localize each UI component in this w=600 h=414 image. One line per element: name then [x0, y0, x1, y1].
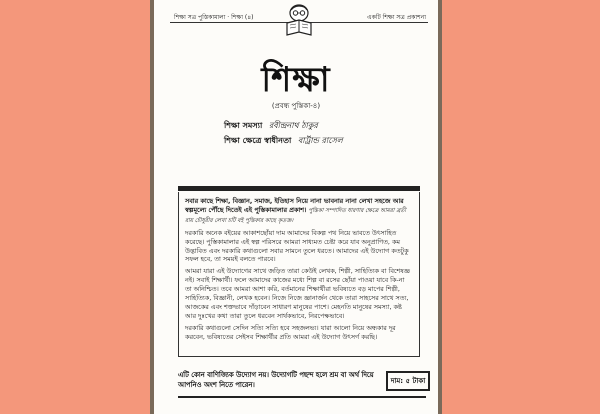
contents-author: রবীন্দ্রনাথ ঠাকুর [268, 121, 318, 130]
footer-note: এটি কোন বাণিজ্যিক উদ্যোগ নয়। উদ্যোগটি পছন্দ হলে শ্রম বা অর্থ দিয়ে আপনিও অংশ নিতে পারেন। [178, 371, 374, 389]
contents-list [224, 118, 343, 148]
contents-item [224, 133, 343, 148]
series-label: শিক্ষা সত্র পুস্তিকামালা · শিক্ষা (৪) [174, 14, 254, 21]
contents-item [224, 118, 343, 133]
contents-topic: শিক্ষা সমস্যা [224, 121, 263, 130]
about-paragraph: দরকারি কথাগুলো সেদিন সত্যি সত্যি হবে সহজলভ্য। যারা আলো নিয়ে অন্ধকার দূর করবেন, ভবিষ্যতের সেইসব শিক্ষার্থীর প্রতি আমরা এই উদ্যোগ উৎসর্গ করছি। [185, 323, 396, 341]
reading-figure-icon [284, 4, 314, 38]
about-paragraph: আমরা যারা এই উদ্যোগের সাথে জড়িত তারা কেউই লেখক, শিল্পী, সাহিত্যিক বা বিশেষজ্ঞ নই। সবাই শিক্ষার্থী। ফলে আমাদের কাজের মধ্যে শিল্প বা রসের ছোঁয়া পাওয়া যাবে কি-না তা অনিশ্চিত। তবে আমরা আশা করি, বর্তমানের শিক্ষার্থীরা ভবিষ্যতে বড় মাপের শিল্পী, সাহিত্যিক, বিজ্ঞানী, লেখক হবেন। নিজে নিজে জ্ঞানার্জন থেকে তারা সাহসের সাথে সত্য, আজকের এবং শক্তভাবে দাঁড়াবেন সাধারণ মানুষের পাশে। মেহনতি মানুষের সমস্যা, কষ্ট আর দুঃখের কথা তারা তুলে ধরবেন সার্থকভাবে, নিরপেক্ষভাবে। [185, 267, 410, 320]
box-top-bar [178, 186, 420, 191]
booklet-subtitle: (প্রবন্ধ পুস্তিকা-৪) [271, 102, 321, 110]
bottom-rule [178, 396, 426, 398]
contents-author: বার্ট্রান্ড রাসেল [297, 136, 343, 145]
publisher-label: একটি শিক্ষা সত্র প্রকাশনা [367, 14, 426, 21]
about-intro-sub: পুস্তিকা সম্পাদিত ধারণার ক্ষেত্রে আমরা ব্রতী রায় চৌধুরীর লেখা চটি বই পুস্তিকার কাছে কৃতজ্ঞ। [185, 207, 406, 224]
booklet-title: শিক্ষা [261, 60, 331, 100]
contents-topic: শিক্ষা ক্ষেত্রে স্বাধীনতা [224, 136, 292, 145]
price-tag: দাম: ৫ টাকা [386, 371, 430, 391]
about-paragraph: দরকারি অনেক বইয়ের আকাশছোঁয়া দাম আমাদের বিকল্প পথ নিয়ে ভাবতে উৎসাহিত করেছে। পুস্তিকামালার এই স্বল্প পরিসরে আমরা সাধ্যমত চেষ্টা করে যাব অনুপ্রাণিত, কম উদ্ভাবিত এবং দরকারি কথাগুলো সবার সামনে তুলে ধরতে। আমাদের এই উদ্যোগ কতটুকু সফল হবে, তা সময়ই বলতে পারবে। [185, 228, 409, 264]
booklet-cover [150, 0, 442, 414]
about-box [178, 192, 420, 357]
about-intro: সবার কাছে শিক্ষা, বিজ্ঞান, সমাজ, ইতিহাস নিয়ে নানা ভাবনার নানা লেখা সহজে আর স্বল্পমূল্যে পৌঁছে দিতেই এই পুস্তিকামালার প্রকাশ। [185, 197, 404, 214]
